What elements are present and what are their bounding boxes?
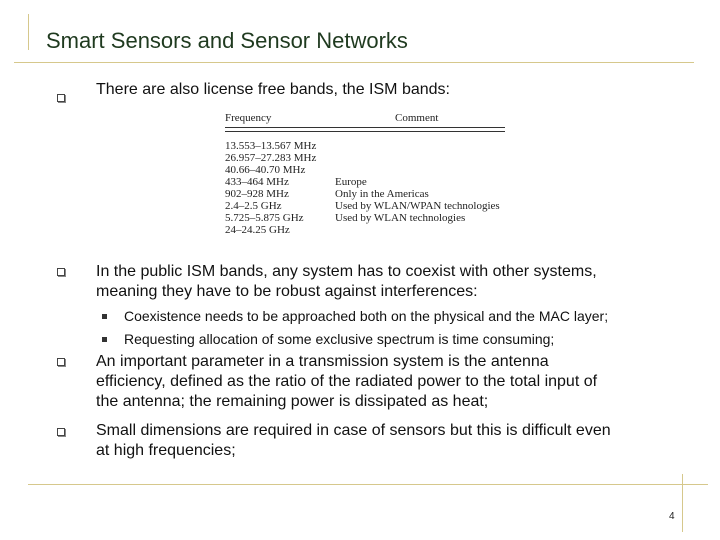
table-rule: [225, 127, 505, 128]
cell-frequency: 40.66–40.70 MHz: [225, 164, 306, 176]
cell-comment: Used by WLAN/WPAN technologies: [335, 200, 500, 212]
title-underline: [14, 62, 694, 63]
bullet-text-line: the antenna; the remaining power is dissipated as heat;: [96, 393, 489, 410]
slide-title: Smart Sensors and Sensor Networks: [46, 28, 408, 53]
footer-vertical-line: [682, 474, 683, 532]
bullet-text-line: meaning they have to be robust against interferences:: [96, 283, 478, 300]
bullet-text-line: Small dimensions are required in case of sensors but this is difficult even: [96, 422, 611, 439]
bullet-square-icon: [57, 94, 65, 102]
cell-frequency: 26.957–27.283 MHz: [225, 152, 317, 164]
cell-frequency: 2.4–2.5 GHz: [225, 200, 282, 212]
footer-line: [28, 484, 708, 485]
bullet-text: There are also license free bands, the ISM bands:: [96, 81, 450, 98]
bullet-square-icon: [57, 268, 65, 276]
table-row: [225, 224, 505, 236]
table-rule: [225, 131, 505, 132]
decor-vertical-line: [28, 14, 29, 50]
subbullet-text: Requesting allocation of some exclusive spectrum is time consuming;: [124, 331, 555, 347]
cell-frequency: 433–464 MHz: [225, 176, 289, 188]
cell-comment: Europe: [335, 176, 367, 188]
ism-bands-table: [225, 112, 505, 252]
cell-comment: Used by WLAN technologies: [335, 212, 466, 224]
table-row: [225, 176, 505, 188]
table-row: [225, 188, 505, 200]
header-comment: Comment: [395, 112, 439, 124]
page-number: 4: [669, 511, 675, 522]
bullet-text-line: at high frequencies;: [96, 442, 236, 459]
bullet-square-icon: [57, 428, 65, 436]
subbullet-square-icon: [102, 337, 107, 342]
table-row: [225, 200, 505, 212]
table-row: [225, 164, 505, 176]
subbullet-square-icon: [102, 314, 107, 319]
bullet-text-line: efficiency, defined as the ratio of the radiated power to the total input of: [96, 373, 598, 390]
bullet-text-line: In the public ISM bands, any system has to coexist with other systems,: [96, 263, 597, 280]
bullet-text: [96, 352, 597, 412]
table-row: [225, 212, 505, 224]
cell-frequency: 902–928 MHz: [225, 188, 289, 200]
bullet-text: [96, 421, 611, 461]
bullet-square-icon: [57, 358, 65, 366]
header-frequency: Frequency: [225, 112, 272, 124]
cell-frequency: 24–24.25 GHz: [225, 224, 290, 236]
subbullet-text: Coexistence needs to be approached both on the physical and the MAC layer;: [124, 308, 609, 324]
cell-frequency: 5.725–5.875 GHz: [225, 212, 304, 224]
bullet-text-line: An important parameter in a transmission system is the antenna: [96, 353, 549, 370]
ism-table-header: [225, 112, 505, 126]
table-row: [225, 152, 505, 164]
table-row: [225, 140, 505, 152]
cell-frequency: 13.553–13.567 MHz: [225, 140, 317, 152]
cell-comment: Only in the Americas: [335, 188, 429, 200]
bullet-text: [96, 262, 597, 302]
